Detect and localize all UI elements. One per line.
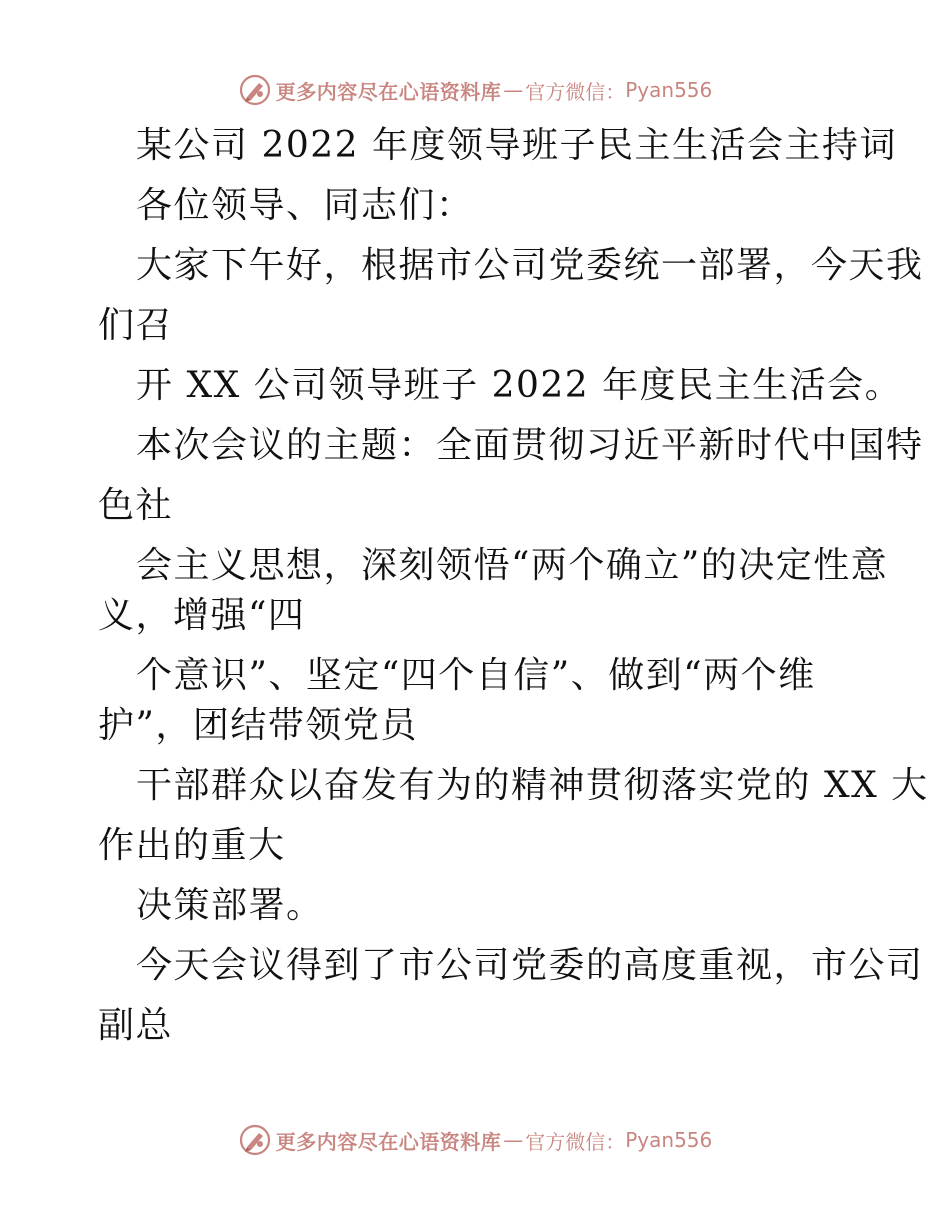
paragraph-line: 大家下午好，根据市公司党委统一部署，今天我 — [136, 245, 924, 286]
paragraph-line: 义，增强“四 — [98, 595, 306, 636]
banner-wechat-label: 官方微信： — [525, 1129, 626, 1154]
paragraph-line: 本次会议的主题：全面贯彻习近平新时代中国特 — [136, 425, 924, 466]
pen-logo-icon — [238, 1123, 272, 1157]
paragraph-line: 干部群众以奋发有为的精神贯彻落实党的 XX 大 — [136, 765, 929, 806]
banner-wechat-label: 官方微信： — [525, 79, 626, 104]
paragraph-line: 护”，团结带领党员 — [98, 705, 418, 746]
banner-wechat-id: Pyan556 — [625, 78, 713, 102]
paragraph-line: 决策部署。 — [136, 885, 324, 926]
banner-brand-text: 更多内容尽在心语资料库 — [275, 1129, 502, 1154]
banner-wechat-id: Pyan556 — [625, 1128, 713, 1152]
banner-separator: — — [503, 78, 524, 102]
paragraph-line: 开 XX 公司领导班子 2022 年度民主生活会。 — [136, 365, 903, 406]
paragraph-line: 作出的重大 — [98, 825, 286, 866]
banner-separator: — — [503, 1128, 524, 1152]
document-title: 某公司 2022 年度领导班子民主生活会主持词 — [136, 125, 898, 166]
paragraph-line: 今天会议得到了市公司党委的高度重视，市公司 — [136, 945, 924, 986]
paragraph-line: 个意识”、坚定“四个自信”、做到“两个维 — [136, 655, 816, 696]
banner-brand-text: 更多内容尽在心语资料库 — [275, 79, 502, 104]
salutation: 各位领导、同志们： — [136, 185, 474, 226]
footer-banner — [0, 1120, 950, 1160]
paragraph-line: 们召 — [98, 305, 174, 346]
pen-logo-icon — [238, 73, 272, 107]
paragraph-line: 会主义思想，深刻领悟“两个确立”的决定性意 — [136, 545, 889, 586]
paragraph-line: 色社 — [98, 485, 174, 526]
header-banner — [0, 70, 950, 110]
paragraph-line: 副总 — [98, 1005, 174, 1046]
